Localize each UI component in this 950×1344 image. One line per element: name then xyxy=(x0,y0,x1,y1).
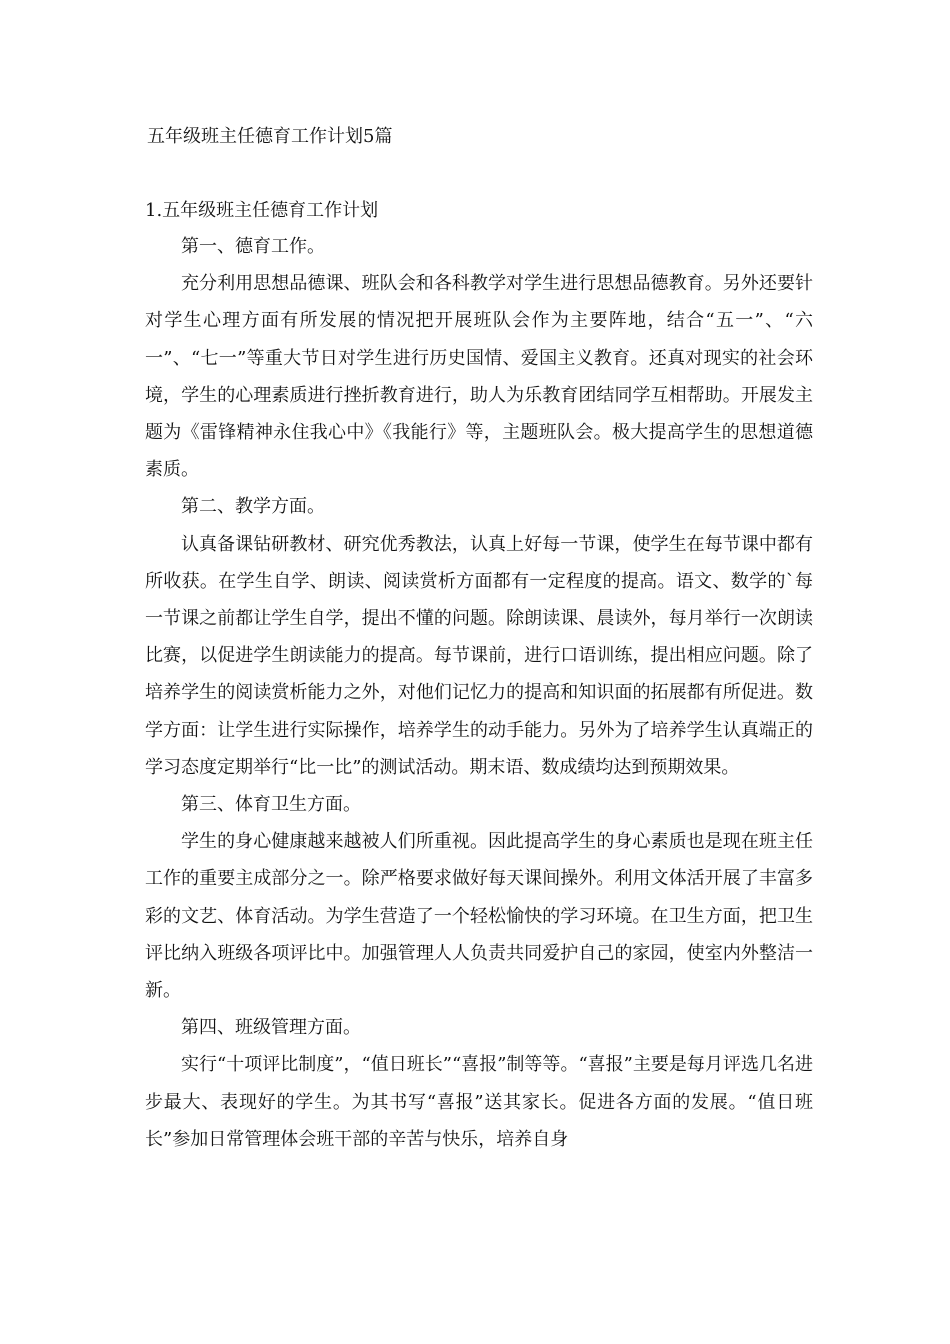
paragraph-moral-education: 充分利用思想品德课、班队会和各科教学对学生进行思想品德教育。另外还要针对学生心理方面有所发展的情况把开展班队会作为主要阵地，结合“五一”、“六一”、“七一”等重大节日对学生进行历史国情、爱国主义教育。还真对现实的社会环境，学生的心理素质进行挫折教育进行，助人为乐教育团结同学互相帮助。开展发主题为《雷锋精神永住我心中》《我能行》等，主题班队会。极大提高学生的思想道德素质。 xyxy=(145,273,813,481)
paragraph-sports-hygiene: 学生的身心健康越来越被人们所重视。因此提高学生的身心素质也是现在班主任工作的重要主成部分之一。除严格要求做好每天课间操外。利用文体活开展了丰富多彩的文艺、体育活动。为学生营造了一个轻松愉快的学习环境。在卫生方面，把卫生评比纳入班级各项评比中。加强管理人人负责共同爱护自己的家园，使室内外整洁一新。 xyxy=(145,831,813,1002)
document-body xyxy=(145,197,813,1158)
subheading-moral-education: 第一、德育工作。 xyxy=(181,236,325,257)
subheading-class-management: 第四、班级管理方面。 xyxy=(181,1017,361,1039)
document-title: 五年级班主任德育工作计划5篇 xyxy=(147,126,393,147)
section-heading: 1.五年级班主任德育工作计划 xyxy=(145,200,379,221)
paragraph-teaching: 认真备课钻研教材、研究优秀教法，认真上好每一节课，使学生在每节课中都有所收获。在学生自学、朗读、阅读赏析方面都有一定程度的提高。语文、数学的`每一节课之前都让学生自学，提出不懂的问题。除朗读课、晨读外，每月举行一次朗读比赛，以促进学生朗读能力的提高。每节课前，进行口语训练，提出相应问题。除了培养学生的阅读赏析能力之外，对他们记忆力的提高和知识面的拓展都有所促进。数学方面：让学生进行实际操作，培养学生的动手能力。另外为了培养学生认真端正的学习态度定期举行“比一比”的测试活动。期末语、数成绩均达到预期效果。 xyxy=(145,533,813,778)
subheading-teaching: 第二、教学方面。 xyxy=(181,496,325,518)
subheading-sports-hygiene: 第三、体育卫生方面。 xyxy=(181,794,361,816)
paragraph-class-management: 实行“十项评比制度”，“值日班长”“喜报”制等等。“喜报”主要是每月评选几名进步最大、表现好的学生。为其书写“喜报”送其家长。促进各方面的发展。“值日班长”参加日常管理体会班干部的辛苦与快乐，培养自身 xyxy=(145,1054,813,1150)
